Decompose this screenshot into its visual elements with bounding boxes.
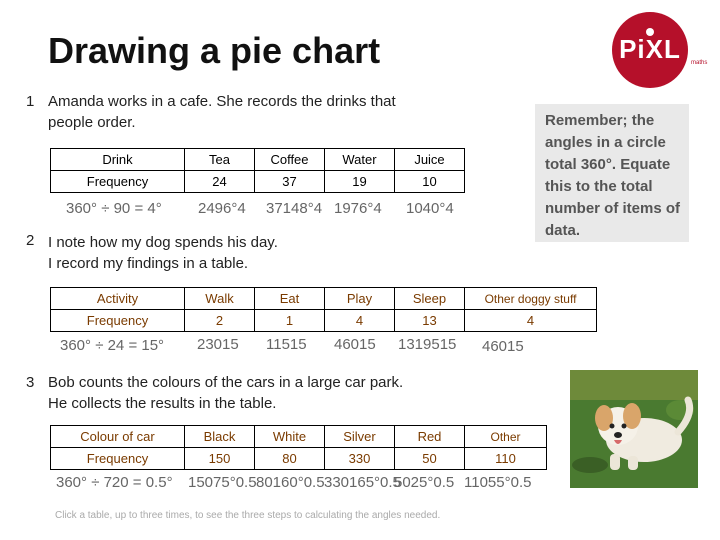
question-2-text	[48, 232, 278, 274]
angle-value: 37148°4	[266, 200, 323, 217]
row-label: Frequency	[51, 310, 185, 332]
table-row	[51, 149, 465, 171]
frequency-cell: 10	[395, 171, 465, 193]
angle-value: 2496°4	[198, 200, 246, 217]
frequency-cell: 13	[395, 310, 465, 332]
angle-value: 1040°4	[406, 200, 454, 217]
question-1-line-2: people order.	[48, 114, 136, 131]
angle-value: 1319515	[398, 336, 457, 353]
question-3-text	[48, 372, 403, 414]
frequency-cell: 37	[255, 171, 325, 193]
frequency-cell: 4	[325, 310, 395, 332]
frequency-cell: 24	[185, 171, 255, 193]
question-2-number: 2	[26, 232, 35, 249]
table-row	[51, 426, 547, 448]
category-cell: Water	[325, 149, 395, 171]
question-1-table[interactable]	[50, 148, 465, 193]
category-cell: White	[255, 426, 325, 448]
page-title: Drawing a pie chart	[48, 30, 381, 71]
table-row	[51, 448, 547, 470]
question-1-number: 1	[26, 93, 35, 110]
question-1-line-1: Amanda works in a cafe. She records the drinks that	[48, 93, 396, 110]
category-cell: Coffee	[255, 149, 325, 171]
pixl-logo	[612, 12, 688, 88]
category-cell: Red	[395, 426, 465, 448]
frequency-cell: 50	[395, 448, 465, 470]
angle-value: 330165°0.5	[324, 474, 401, 491]
question-3-table[interactable]	[50, 425, 547, 470]
frequency-cell: 4	[465, 310, 597, 332]
category-cell: Other	[465, 426, 547, 448]
frequency-cell: 80	[255, 448, 325, 470]
frequency-cell: 330	[325, 448, 395, 470]
table-row	[51, 310, 597, 332]
row-label: Drink	[51, 149, 185, 171]
reminder-box: Remember; the angles in a circle total 360°. Equate this to the total number of items of data.	[535, 104, 689, 242]
angle-value: 11055°0.5	[464, 474, 532, 491]
logo-text: PiXL	[619, 34, 681, 64]
category-cell: Sleep	[395, 288, 465, 310]
frequency-cell: 150	[185, 448, 255, 470]
category-cell: Eat	[255, 288, 325, 310]
dog-illustration	[570, 370, 698, 488]
logo-tag: maths	[691, 60, 708, 66]
category-cell: Other doggy stuff	[465, 288, 597, 310]
category-cell: Tea	[185, 149, 255, 171]
table-row	[51, 171, 465, 193]
frequency-cell: 1	[255, 310, 325, 332]
row-label: Colour of car	[51, 426, 185, 448]
frequency-cell: 110	[465, 448, 547, 470]
frequency-cell: 2	[185, 310, 255, 332]
category-cell: Black	[185, 426, 255, 448]
angle-value: 15075°0.5	[188, 474, 257, 491]
category-cell: Silver	[325, 426, 395, 448]
row-label: Frequency	[51, 448, 185, 470]
question-1-rule: 360° ÷ 90 = 4°	[66, 200, 162, 217]
angle-value: 23015	[197, 336, 239, 353]
question-3-number: 3	[26, 374, 35, 391]
category-cell: Juice	[395, 149, 465, 171]
row-label: Activity	[51, 288, 185, 310]
question-2-line-2: I record my findings in a table.	[48, 255, 249, 272]
category-cell: Walk	[185, 288, 255, 310]
question-3-rule: 360° ÷ 720 = 0.5°	[56, 474, 173, 491]
angle-value: 5025°0.5	[394, 474, 455, 491]
question-3-line-2: He collects the results in the table.	[48, 395, 277, 412]
question-2-rule: 360° ÷ 24 = 15°	[60, 337, 165, 354]
frequency-cell: 19	[325, 171, 395, 193]
category-cell: Play	[325, 288, 395, 310]
question-3-line-1: Bob counts the colours of the cars in a large car park.	[48, 374, 404, 391]
question-1-text	[48, 91, 396, 133]
question-2-table[interactable]	[50, 287, 597, 332]
question-2-line-1: I note how my dog spends his day.	[48, 234, 278, 251]
angle-value: 80160°0.5	[256, 474, 325, 491]
angle-value: 46015	[482, 338, 524, 355]
dog-photo	[570, 370, 698, 488]
instruction-hint: Click a table, up to three times, to see the three steps to calculating the angles needed.	[55, 510, 441, 521]
table-row	[51, 288, 597, 310]
row-label: Frequency	[51, 171, 185, 193]
angle-value: 1976°4	[334, 200, 382, 217]
angle-value: 46015	[334, 336, 376, 353]
angle-value: 11515	[266, 336, 307, 353]
